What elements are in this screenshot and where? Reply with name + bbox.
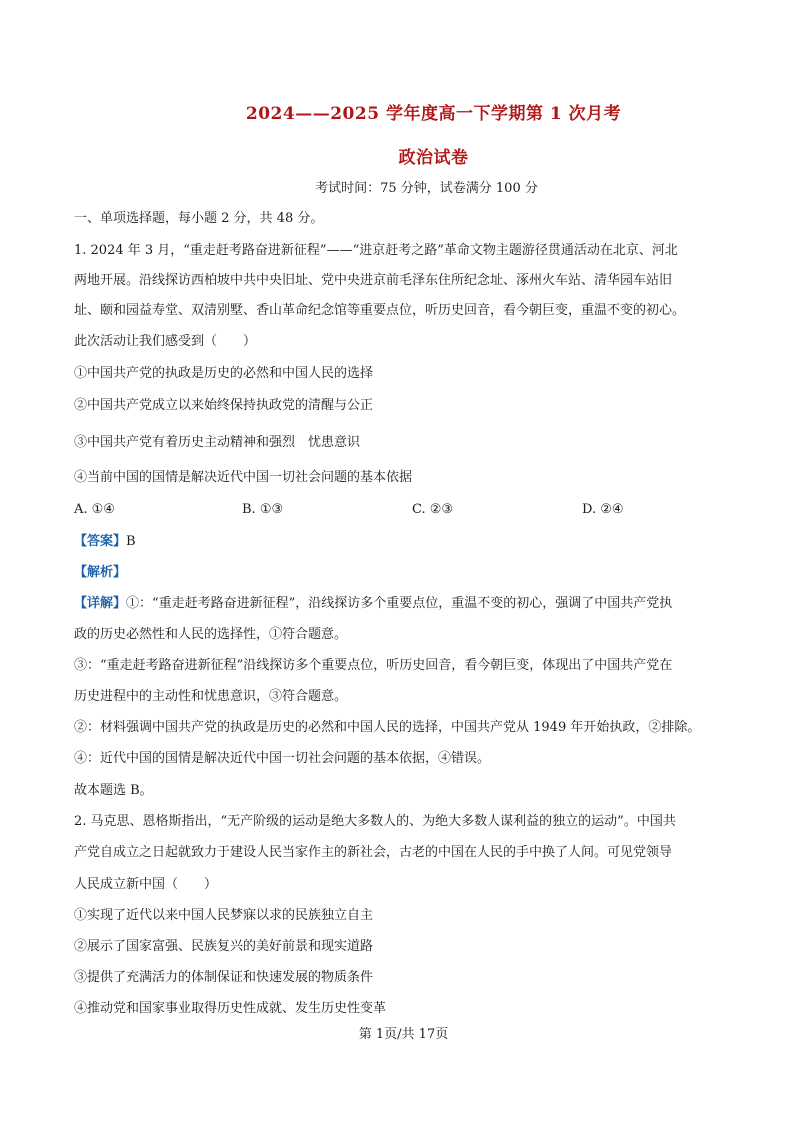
- q1-item: ②中国共产党成立以来始终保持执政党的清醒与公正: [74, 398, 374, 413]
- q2-stem-line: 产党自成立之日起就致力于建设人民当家作主的新社会，古老的中国在人民的手中换了人间。可见党领导: [74, 845, 673, 860]
- section-heading: 一、单项选择题，每小题 2 分，共 48 分。: [74, 211, 324, 226]
- q1-item: ④当前中国的国情是解决近代中国一切社会问题的基本依据: [74, 470, 413, 485]
- detail-line: 历史进程中的主动性和忧患意识，③符合题意。: [74, 689, 348, 704]
- detail-line: [74, 595, 754, 613]
- detail-line: 政的历史必然性和人民的选择性，①符合题意。: [74, 627, 348, 642]
- q1-item: ①中国共产党的执政是历史的必然和中国人民的选择: [74, 366, 374, 381]
- q1-item: ③中国共产党有着历史主动精神和强烈 忧患意识: [74, 435, 361, 450]
- q2-stem-line: 2. 马克思、恩格斯指出，“无产阶级的运动是绝大多数人的、为绝大多数人谋利益的独立的运动”。中国共: [74, 814, 676, 829]
- analysis-line: [74, 564, 754, 582]
- q1-stem-line: 址、颐和园益寿堂、双清别墅、香山革命纪念馆等重要点位，听历史回音，看今朝巨变，重温不变的初心。: [74, 303, 686, 318]
- q1-stem-line: 两地开展。沿线探访西柏坡中共中央旧址、党中央进京前毛泽东住所纪念址、涿州火车站、清华园车站旧: [74, 273, 673, 288]
- exam-subtitle: 政治试卷: [398, 148, 469, 168]
- answer-tag: 【答案】: [74, 534, 127, 549]
- option-d: D. ②④: [582, 502, 624, 517]
- option-c: C. ②③: [412, 502, 454, 517]
- detail-line: 故本题选 B。: [74, 783, 153, 798]
- detail-tag: 【详解】: [74, 596, 127, 611]
- analysis-tag: 【解析】: [74, 565, 127, 580]
- q2-item: ①实现了近代以来中国人民梦寐以求的民族独立自主: [74, 908, 374, 923]
- q2-item: ③提供了充满活力的体制保证和快速发展的物质条件: [74, 970, 374, 985]
- answer-value: B: [126, 534, 136, 549]
- detail-text: ①：“重走赶考路奋进新征程”，沿线探访多个重要点位，重温不变的初心，强调了中国共产党执: [126, 596, 673, 611]
- page-footer: 第 1页/共 17页: [358, 1027, 449, 1042]
- answer-line: [74, 533, 754, 551]
- option-b: B. ①③: [242, 502, 284, 517]
- q1-stem-line: 此次活动让我们感受到（ ）: [74, 334, 257, 349]
- q2-item: ④推动党和国家事业取得历史性成就、发生历史性变革: [74, 1001, 387, 1016]
- detail-line: ④：近代中国的国情是解决近代中国一切社会问题的基本依据，④错误。: [74, 751, 491, 766]
- detail-line: ③：“重走赶考路奋进新征程”沿线探访多个重要点位，听历史回音，看今朝巨变，体现出了中国共产党在: [74, 658, 673, 673]
- detail-line: ②：材料强调中国共产党的执政是历史的必然和中国人民的选择，中国共产党从 1949 年开始执政，②排除。: [74, 720, 701, 735]
- option-a: A. ①④: [74, 502, 115, 517]
- q1-stem-line: 1. 2024 年 3 月，“重走赶考路奋进新征程”——“进京赶考之路”革命文物主题游径贯通活动在北京、河北: [74, 243, 678, 258]
- q2-item: ②展示了国家富强、民族复兴的美好前景和现实道路: [74, 939, 374, 954]
- exam-info: 考试时间：75 分钟，试卷满分 100 分: [315, 181, 538, 196]
- q1-options: [74, 502, 754, 520]
- q2-stem-line: 人民成立新中国（ ）: [74, 877, 218, 892]
- exam-title: 2024——2025 学年度高一下学期第 1 次月考: [245, 104, 622, 124]
